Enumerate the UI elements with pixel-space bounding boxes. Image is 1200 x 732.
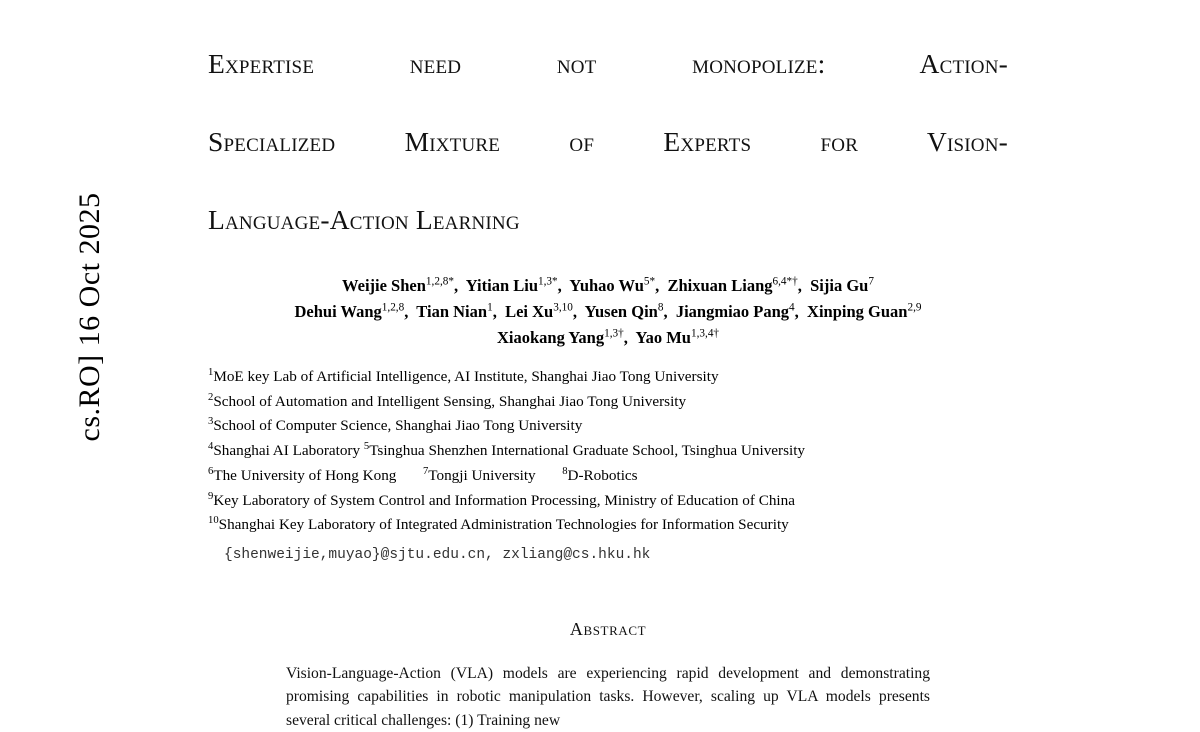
contact-emails[interactable]: {shenweijie,muyao}@sjtu.edu.cn, zxliang@cs.hku.hk — [224, 546, 651, 563]
title-line-1: Expertise need not monopolize: Action- — [208, 48, 1008, 79]
arxiv-stamp — [0, 0, 106, 648]
affiliation-text: Shanghai AI Laboratory — [213, 442, 361, 460]
author-row-1: Weijie Shen$^{1,2,8*}$, Yitian Liu$^{1,3*}$, Yuhao $Wu^{5*}$, Zhixuan Liang$^{6,4*\dagger}$, Sijia Gu$^7$ — [342, 275, 874, 295]
affiliation-item: $^3$School of Computer Science, Shanghai Jiao Tong University — [208, 416, 583, 435]
affiliation-text: School of Computer Science, Shanghai Jiao Tong University — [213, 417, 583, 435]
author-list — [208, 273, 1008, 351]
arxiv-stamp-text: cs.RO] 16 Oct 2025 — [73, 192, 106, 442]
affiliation-text: Shanghai Key Laboratory of Integrated Administration Technologies for Information Security — [218, 516, 789, 534]
affiliation-item: $^9$Key Laboratory of System Control and Information Processing, Ministry of Education of China — [208, 490, 795, 509]
abstract-paragraph: Vision-Language-Action (VLA) models are experiencing rapid development and demonstrating promising capabilities in robotic manipulation tasks. However, scaling up VLA models presents several critical challenges: (1) Training new — [286, 664, 930, 729]
affiliation-item: $^1$MoE key Lab of Artificial Intelligence, AI Institute, Shanghai Jiao Tong University — [208, 366, 719, 385]
page-title — [208, 44, 1008, 239]
affiliation-text: School of Automation and Intelligent Sensing, Shanghai Jiao Tong University — [213, 392, 687, 410]
abstract-body — [286, 662, 930, 732]
affiliation-item: $^{10}$Shanghai Key Laboratory of Integrated Administration Technologies for Information Security — [208, 515, 789, 534]
title-line-2: Specialized Mixture of Experts for Vision- — [208, 126, 1008, 157]
title-line-3: Language-Action Learning — [208, 204, 520, 235]
abstract-heading: Abstract — [569, 618, 647, 639]
affiliation-text: Key Laboratory of System Control and Information Processing, Ministry of Education of China — [213, 491, 795, 509]
paper-content — [208, 0, 1008, 732]
affiliation-item: $^6$The University of Hong Kong $^7$Tongji University $^8$D-Robotics — [208, 465, 638, 484]
affiliation-text: MoE key Lab of Artificial Intelligence, AI Institute, Shanghai Jiao Tong University — [213, 368, 719, 385]
affiliation-item: $^2$School of Automation and Intelligent Sensing, Shanghai Jiao Tong University — [208, 391, 687, 410]
author-row-3: Xiaokang Yang$^{1,3\dagger}$, Yao $Mu^{1,3,4\dagger}$ — [496, 327, 720, 347]
affiliation-text: The University of Hong Kong — [213, 466, 397, 484]
affiliation-text: Tongji University — [428, 466, 536, 484]
affiliation-item: $^4$Shanghai AI Laboratory $^5$Tsinghua Shenzhen International Graduate School, Tsinghua University — [208, 441, 806, 460]
affiliation-text: D-Robotics — [567, 466, 638, 484]
author-row-2: Dehui Wang$^{1,2,8}$, Tian Nian$^1$, Lei Xu$^{3,10}$, Yusen Qin$^8$, Jiangmiao Pang$^4$, Xinping Guan$^{2,9}$ — [294, 301, 922, 321]
affiliation-list — [208, 365, 1008, 538]
affiliation-text: Tsinghua Shenzhen International Graduate School, Tsinghua University — [369, 442, 806, 460]
